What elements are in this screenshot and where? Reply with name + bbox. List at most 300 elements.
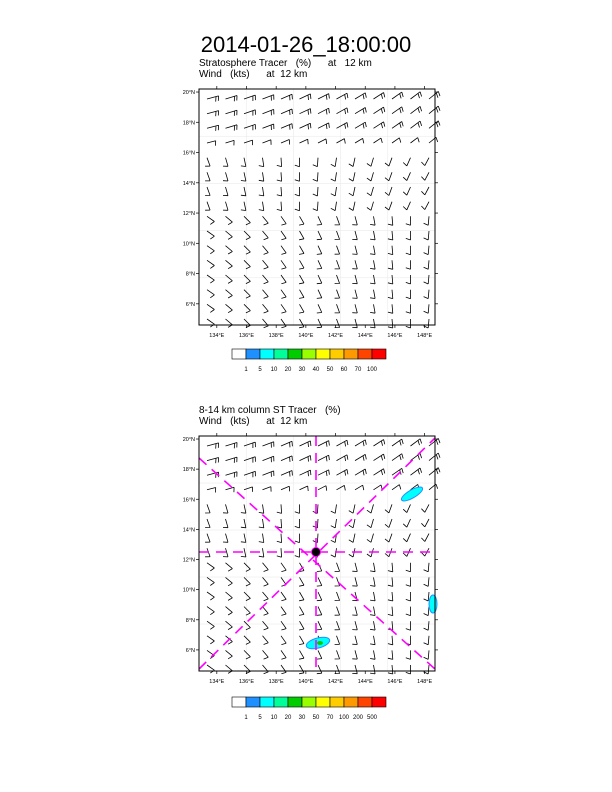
- wind-barb: [331, 519, 337, 528]
- wind-barb: [259, 158, 264, 167]
- wind-barb: [223, 187, 228, 196]
- wind-barb: [421, 519, 429, 527]
- wind-barb: [299, 621, 304, 630]
- colorbar-box: [330, 349, 344, 359]
- wind-barb: [299, 275, 304, 284]
- colorbar-box: [372, 697, 386, 707]
- wind-barb: [226, 140, 235, 145]
- colorbar-box: [288, 697, 302, 707]
- wind-barb: [226, 607, 233, 615]
- wind-barb: [370, 275, 375, 284]
- colorbar-box: [260, 697, 274, 707]
- wind-barb: [370, 650, 375, 659]
- wind-barb: [385, 504, 392, 513]
- wind-barb: [406, 577, 411, 586]
- wind-barb: [207, 260, 214, 268]
- wind-barb: [337, 139, 346, 144]
- wind-barb: [317, 290, 322, 299]
- wind-barb: [331, 172, 337, 181]
- colorbar-label: 100: [366, 367, 378, 373]
- wind-barb: [352, 636, 357, 645]
- wind-barb: [335, 621, 340, 630]
- wind-barb: [281, 486, 290, 491]
- tracer-patch: [400, 485, 425, 504]
- colorbar-box: [358, 349, 372, 359]
- wind-barb: [205, 534, 210, 543]
- wind-barb: [317, 246, 322, 255]
- wind-barb: [299, 304, 304, 313]
- wind-barb: [352, 665, 357, 674]
- wind-barb: [355, 440, 366, 446]
- colorbar-box: [344, 349, 358, 359]
- colorbar-label: 1: [244, 715, 248, 721]
- wind-barb: [299, 290, 304, 299]
- wind-barb: [370, 621, 375, 630]
- wind-barb: [241, 504, 246, 513]
- wind-barb: [299, 665, 304, 674]
- wind-barb: [385, 519, 392, 528]
- panel2-title-line2: Wind (kts) at 12 km: [199, 416, 308, 427]
- wind-barb: [335, 231, 340, 240]
- wind-barb: [281, 124, 292, 130]
- wind-barb: [244, 442, 255, 448]
- wind-barb: [226, 231, 233, 239]
- wind-barb: [403, 172, 410, 180]
- colorbar-label: 500: [366, 715, 378, 721]
- y-tick-label: 14°N: [182, 527, 195, 534]
- page-title: 2014-01-26_18:00:00: [200, 32, 412, 57]
- wind-barb: [244, 563, 250, 572]
- wind-barb: [205, 504, 210, 513]
- wind-barb: [352, 577, 357, 586]
- wind-barb: [374, 440, 385, 447]
- wind-barb: [300, 486, 309, 491]
- wind-barb: [259, 187, 264, 196]
- wind-barb: [223, 534, 228, 543]
- wind-barb: [335, 304, 340, 313]
- y-tick-label: 8°N: [185, 617, 195, 624]
- colorbar-label: 20: [284, 367, 292, 373]
- wind-barb: [355, 469, 366, 475]
- wind-barb: [355, 485, 364, 490]
- wind-barb: [226, 621, 233, 629]
- wind-barb: [299, 216, 304, 225]
- wind-barb: [411, 92, 422, 99]
- wind-barb: [352, 260, 357, 269]
- wind-barb: [281, 592, 286, 601]
- map-panel-column-tracer: [183, 433, 440, 721]
- wind-barb: [244, 621, 250, 630]
- colorbar-label: 5: [258, 715, 262, 721]
- wind-barb: [370, 319, 375, 328]
- wind-barb: [370, 304, 375, 313]
- wind-barb: [392, 92, 403, 99]
- wind-barb: [335, 290, 340, 299]
- wind-barb: [388, 577, 393, 586]
- wind-barb: [388, 246, 393, 255]
- wind-barb: [337, 440, 348, 446]
- wind-barb: [335, 246, 340, 255]
- wind-barb: [263, 275, 269, 284]
- wind-barb: [223, 158, 228, 167]
- wind-barb: [335, 577, 340, 586]
- wind-barb: [337, 123, 348, 129]
- wind-barb: [349, 504, 355, 513]
- wind-barb: [421, 202, 429, 210]
- wind-barb: [411, 439, 422, 446]
- wind-barb: [244, 577, 250, 586]
- wind-barb: [331, 158, 337, 167]
- wind-barb: [244, 275, 250, 284]
- wind-barb: [424, 231, 429, 240]
- wind-barb: [241, 187, 246, 196]
- wind-barb: [226, 290, 233, 298]
- wind-barb: [403, 519, 410, 527]
- wind-barb: [352, 275, 357, 284]
- wind-barb: [313, 172, 318, 181]
- colorbar-label: 40: [312, 367, 320, 373]
- wind-barb: [281, 563, 286, 572]
- wind-barb: [226, 563, 233, 571]
- wind-barb: [388, 216, 393, 225]
- colorbar-box: [232, 349, 246, 359]
- wind-barb: [424, 304, 429, 313]
- wind-barb: [370, 636, 375, 645]
- wind-barb: [226, 304, 233, 312]
- wind-barb: [385, 187, 392, 196]
- wind-barb: [403, 158, 410, 166]
- y-tick-label: 12°N: [182, 211, 195, 218]
- wind-barb: [337, 108, 348, 114]
- wind-barb: [277, 202, 282, 211]
- wind-barb: [207, 592, 214, 600]
- wind-barb: [411, 468, 422, 475]
- wind-barb: [277, 172, 282, 181]
- wind-barb: [244, 471, 255, 477]
- wind-barb: [207, 458, 219, 464]
- wind-barb: [207, 231, 214, 239]
- colorbar-label: 200: [352, 715, 364, 721]
- wind-barb: [295, 504, 300, 513]
- wind-barb: [335, 275, 340, 284]
- storm-center-marker: [312, 548, 321, 557]
- wind-barb: [281, 607, 286, 616]
- wind-barb: [263, 621, 269, 630]
- wind-barb: [388, 290, 393, 299]
- wind-barb: [281, 260, 286, 269]
- x-tick-label: 136°E: [238, 679, 255, 685]
- wind-barb: [263, 665, 269, 674]
- wind-barb: [424, 563, 429, 572]
- wind-barb: [374, 138, 383, 143]
- colorbar-box: [330, 697, 344, 707]
- colorbar-label: 50: [326, 367, 334, 373]
- wind-barb: [281, 109, 292, 115]
- y-tick-label: 14°N: [182, 180, 195, 187]
- wind-barb: [299, 577, 304, 586]
- wind-barb: [313, 187, 318, 196]
- colorbar-label: 50: [312, 715, 320, 721]
- wind-barb: [335, 650, 340, 659]
- y-tick-label: 6°N: [185, 647, 195, 654]
- wind-barb: [374, 93, 385, 100]
- wind-barb: [299, 246, 304, 255]
- wind-barb: [331, 202, 337, 211]
- wind-barb: [295, 534, 300, 543]
- wind-barb: [205, 519, 210, 528]
- wind-barb: [385, 534, 392, 543]
- wind-barb: [226, 110, 238, 116]
- wind-barb: [281, 290, 286, 299]
- y-tick-label: 8°N: [185, 271, 195, 278]
- wind-barb: [259, 534, 264, 543]
- colorbar-box: [344, 697, 358, 707]
- wind-barb: [406, 246, 411, 255]
- wind-barb: [244, 319, 250, 328]
- wind-barb: [226, 125, 238, 131]
- y-tick-label: 16°N: [182, 150, 195, 157]
- wind-barb: [281, 216, 286, 225]
- colorbar-label: 60: [340, 367, 348, 373]
- wind-barb: [367, 519, 374, 528]
- wind-barb: [277, 158, 282, 167]
- wind-barb: [263, 563, 269, 572]
- wind-barb: [263, 636, 269, 645]
- wind-barb: [424, 592, 429, 601]
- wind-barb: [367, 172, 374, 181]
- wind-barb: [277, 534, 282, 543]
- wind-barb: [263, 216, 269, 225]
- wind-barb: [411, 121, 422, 128]
- wind-barb: [281, 456, 292, 462]
- wind-barb: [352, 231, 357, 240]
- wind-barb: [318, 123, 329, 129]
- wind-barb: [207, 275, 214, 283]
- panel2-title-line1: 8-14 km column ST Tracer (%): [199, 405, 341, 416]
- colorbar-box: [316, 349, 330, 359]
- wind-barb: [406, 304, 411, 313]
- wind-barb: [388, 563, 393, 572]
- wind-barb: [352, 607, 357, 616]
- wind-barb: [337, 455, 348, 461]
- wind-barb: [226, 443, 238, 449]
- wind-barb: [388, 275, 393, 284]
- wind-barb: [317, 260, 322, 269]
- x-tick-label: 136°E: [238, 333, 255, 339]
- wind-barb: [352, 319, 357, 328]
- wind-barb: [281, 275, 286, 284]
- wind-barb: [281, 665, 286, 674]
- wind-barb: [335, 607, 340, 616]
- wind-barb: [355, 454, 366, 460]
- wind-barb: [259, 504, 264, 513]
- wind-barb: [421, 187, 429, 195]
- wind-barb: [370, 592, 375, 601]
- wind-barb: [367, 504, 374, 513]
- wind-barb: [385, 202, 392, 210]
- wind-barb: [370, 231, 375, 240]
- wind-barb: [226, 472, 238, 478]
- colorbar-label: 5: [258, 367, 262, 373]
- y-tick-label: 20°N: [182, 90, 195, 97]
- wind-barb: [406, 592, 411, 601]
- map-frame: [199, 89, 435, 325]
- wind-barb: [385, 172, 392, 181]
- wind-barb: [244, 140, 253, 145]
- x-tick-label: 148°E: [417, 333, 433, 339]
- wind-barb: [318, 139, 327, 144]
- tracer-core: [317, 641, 323, 645]
- wind-barb: [259, 202, 264, 211]
- y-tick-label: 12°N: [182, 557, 195, 564]
- wind-barb: [300, 456, 311, 462]
- wind-barb: [263, 109, 274, 115]
- wind-barb: [313, 158, 318, 167]
- colorbar-box: [246, 697, 260, 707]
- wind-barb: [349, 158, 355, 167]
- wind-barb: [226, 577, 233, 585]
- wind-barb: [392, 439, 403, 446]
- wind-barb: [424, 636, 429, 645]
- y-tick-label: 18°N: [182, 467, 195, 474]
- y-tick-label: 16°N: [182, 497, 195, 504]
- wind-barb: [331, 187, 337, 196]
- colorbar-box: [246, 349, 260, 359]
- y-tick-label: 18°N: [182, 120, 195, 127]
- x-tick-label: 148°E: [417, 679, 433, 685]
- wind-barb: [244, 636, 250, 645]
- colorbar-label: 30: [298, 367, 306, 373]
- wind-barb: [374, 485, 383, 490]
- wind-barb: [374, 107, 385, 114]
- x-tick-label: 142°E: [328, 333, 344, 339]
- wind-barb: [352, 304, 357, 313]
- wind-barb: [317, 665, 322, 674]
- wind-barb: [281, 636, 286, 645]
- wind-barb: [421, 534, 429, 542]
- y-tick-label: 10°N: [182, 241, 195, 248]
- wind-barb: [318, 486, 327, 491]
- wind-barb: [263, 95, 274, 101]
- wind-barb: [367, 158, 374, 167]
- wind-barb: [406, 665, 411, 674]
- wind-barb: [207, 125, 219, 131]
- colorbar-label: 1: [244, 367, 248, 373]
- wind-barb: [299, 231, 304, 240]
- wind-barb: [318, 455, 329, 461]
- wind-barb: [424, 577, 429, 586]
- wind-barb: [299, 650, 304, 659]
- wind-barb: [411, 138, 420, 143]
- wind-barb: [277, 548, 282, 557]
- wind-barb: [300, 441, 311, 447]
- wind-barb: [263, 260, 269, 269]
- wind-barb: [406, 607, 411, 616]
- colorbar-label: 70: [326, 715, 334, 721]
- wind-barb: [392, 454, 403, 461]
- wind-barb: [352, 246, 357, 255]
- wind-barb: [205, 158, 210, 167]
- colorbar-label: 20: [284, 715, 292, 721]
- wind-barb: [244, 665, 250, 674]
- wind-barb: [370, 563, 375, 572]
- wind-barb: [406, 650, 411, 659]
- wind-barb: [429, 137, 438, 143]
- wind-barb: [226, 592, 233, 600]
- x-tick-label: 142°E: [328, 679, 344, 685]
- wind-barb: [300, 470, 311, 476]
- wind-barb: [406, 216, 411, 225]
- wind-barb: [367, 202, 374, 211]
- wind-barb: [349, 534, 355, 543]
- wind-barb: [317, 319, 322, 328]
- colorbar-box: [358, 697, 372, 707]
- wind-barb: [226, 487, 235, 492]
- y-tick-label: 6°N: [185, 301, 195, 308]
- wind-barb: [406, 290, 411, 299]
- wind-barb: [299, 592, 304, 601]
- colorbar-label: 70: [354, 367, 362, 373]
- wind-barb: [263, 304, 269, 313]
- wind-barb: [385, 158, 392, 166]
- wind-barb: [318, 94, 329, 100]
- wind-barb: [392, 138, 401, 143]
- wind-barb: [355, 108, 366, 114]
- wind-barb: [406, 231, 411, 240]
- wind-barb: [388, 650, 393, 659]
- wind-barb: [226, 319, 233, 327]
- x-tick-label: 140°E: [298, 679, 314, 685]
- wind-barb: [374, 454, 385, 461]
- wind-barb: [318, 470, 329, 476]
- wind-barb: [223, 504, 228, 513]
- wind-barb: [226, 260, 233, 268]
- wind-barb: [299, 260, 304, 269]
- map-panel-stratosphere-tracer: [183, 86, 440, 373]
- wind-barb: [281, 621, 286, 630]
- wind-barb: [244, 290, 250, 299]
- wind-barb: [263, 246, 269, 255]
- wind-barb: [295, 187, 300, 196]
- wind-barb: [349, 187, 355, 196]
- wind-barb: [207, 563, 214, 571]
- wind-barb: [205, 172, 210, 181]
- wind-barb: [281, 650, 286, 659]
- wind-barb: [244, 95, 255, 101]
- wind-barb: [388, 665, 393, 674]
- wind-barb: [281, 319, 286, 328]
- wind-barb: [226, 96, 238, 102]
- wind-barb: [295, 548, 300, 557]
- wind-barb: [392, 107, 403, 114]
- x-tick-label: 144°E: [357, 333, 373, 339]
- wind-barb: [295, 158, 300, 167]
- wind-barb: [281, 441, 292, 447]
- wind-barb: [352, 650, 357, 659]
- wind-barb: [226, 665, 233, 673]
- wind-barb: [207, 636, 214, 644]
- wind-barb: [355, 122, 366, 128]
- wind-barb: [241, 172, 246, 181]
- wind-barb: [244, 124, 255, 130]
- wind-barb: [424, 621, 429, 630]
- wind-barb: [388, 636, 393, 645]
- wind-barb: [392, 122, 403, 129]
- wind-barb: [223, 519, 228, 528]
- wind-barb: [263, 577, 269, 586]
- wind-barb: [370, 665, 375, 674]
- wind-barb: [223, 202, 228, 211]
